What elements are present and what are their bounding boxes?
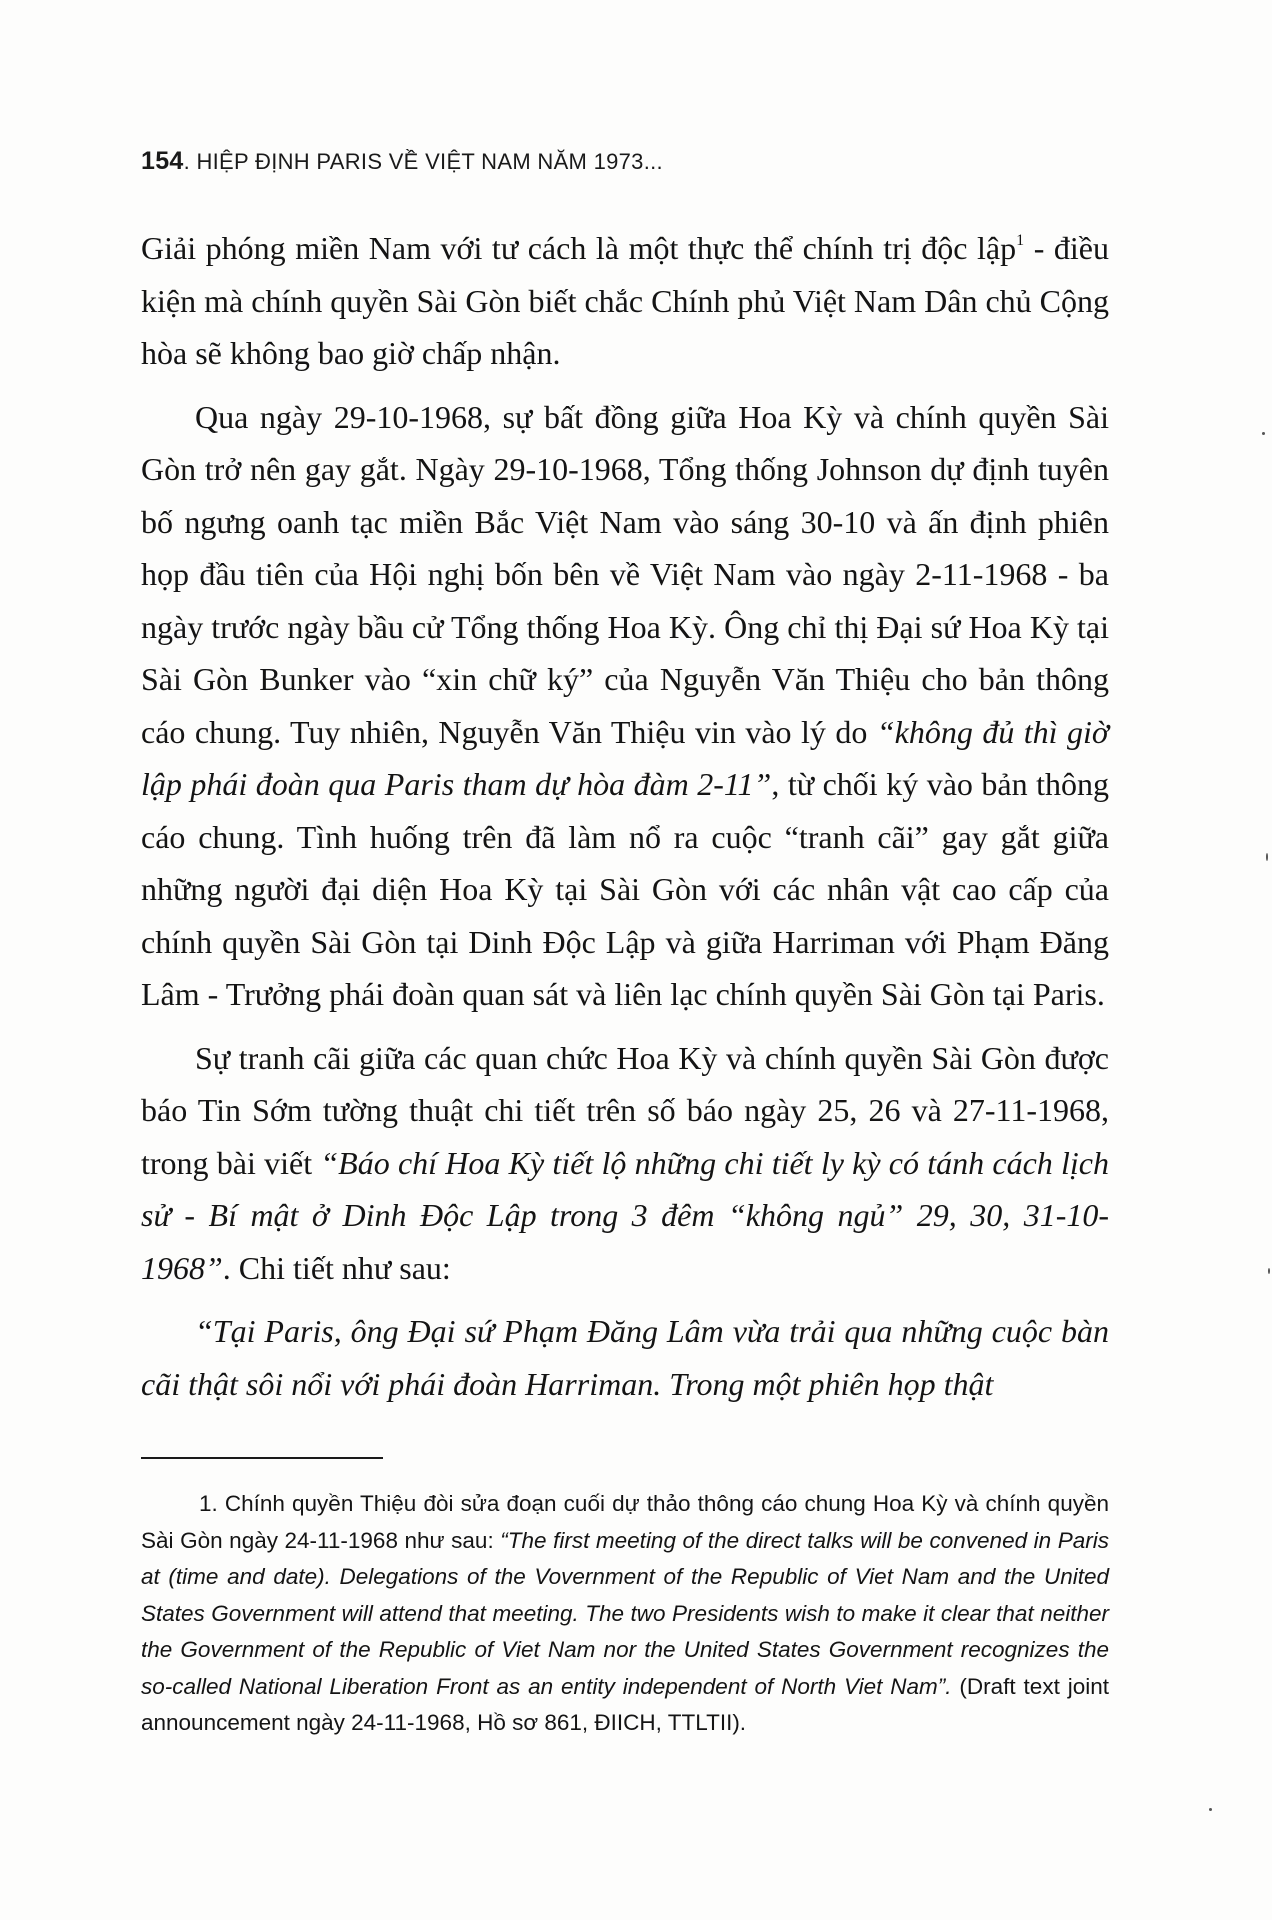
paragraph-2 <box>141 391 1109 1021</box>
paragraph-4-quote: “Tại Paris, ông Đại sứ Phạm Đăng Lâm vừa trải qua những cuộc bàn cãi thật sôi nổi với phái đoàn Harriman. Trong một phiên họp thật <box>141 1313 1109 1402</box>
paragraph-4 <box>141 1305 1109 1410</box>
footnote-1-quote: “The first meeting of the direct talks will be convened in Paris at (time and date). Delegations of the Vovernment of the Republic of Viet Nam and the United States Government will attend that meeting. The two Presidents wish to make it clear that neither the Government of the Republic of Viet Nam nor the United States Government recognizes the so-called National Liberation Front as an entity independent of North Viet Nam”. <box>141 1527 1109 1699</box>
paragraph-1-text-after: - điều kiện mà chính quyền Sài Gòn biết chắc Chính phủ Việt Nam Dân chủ Cộng hòa sẽ không bao giờ chấp nhận. <box>141 230 1110 371</box>
paragraph-1-text: Giải phóng miền Nam với tư cách là một thực thể chính trị độc lập <box>141 230 1017 266</box>
scan-speck <box>1209 1808 1212 1811</box>
footnote-1-body <box>141 1486 1109 1742</box>
scan-speck <box>1262 432 1265 435</box>
page-number: 154 <box>141 147 184 175</box>
paragraph-2-text-after: , từ chối ký vào bản thông cáo chung. Tình huống trên đã làm nổ ra cuộc “tranh cãi” gay gắt giữa những người đại diện Hoa Kỳ tại Sài Gòn với các nhân vật cao cấp của chính quyền Sài Gòn tại Dinh Độc Lập và giữa Harriman với Phạm Đăng Lâm - Trưởng phái đoàn quan sát và liên lạc chính quyền Sài Gòn tại Paris. <box>141 766 1110 1012</box>
running-title: HIỆP ĐỊNH PARIS VỀ VIỆT NAM NĂM 1973... <box>196 149 663 174</box>
footnote-1 <box>141 1486 1109 1742</box>
scan-speck <box>1266 853 1268 861</box>
footnote-1-source: (Draft text joint announcement ngày 24-11-1968, Hồ sơ 861, ĐIICH, TTLTII). <box>141 1673 1109 1735</box>
scan-speck <box>1268 1268 1270 1274</box>
paragraph-3 <box>141 1032 1109 1295</box>
paragraph-2-text: Qua ngày 29-10-1968, sự bất đồng giữa Hoa Kỳ và chính quyền Sài Gòn trở nên gay gắt. Ngày 29-10-1968, Tổng thống Johnson dự định tuyên bố ngưng oanh tạc miền Bắc Việt Nam vào sáng 30-10 và ấn định phiên họp đầu tiên của Hội nghị bốn bên về Việt Nam vào ngày 2-11-1968 - ba ngày trước ngày bầu cử Tổng thống Hoa Kỳ. Ông chỉ thị Đại sứ Hoa Kỳ tại Sài Gòn Bunker vào “xin chữ ký” của Nguyễn Văn Thiệu cho bản thông cáo chung. Tuy nhiên, Nguyễn Văn Thiệu vin vào lý do <box>141 398 1109 750</box>
paragraph-3-text: Sự tranh cãi giữa các quan chức Hoa Kỳ và chính quyền Sài Gòn được báo Tin Sớm tường thuật chi tiết trên số báo ngày 25, 26 và 27-11-1968, trong bài viết <box>141 1039 1109 1181</box>
paragraph-3-text-after: . Chi tiết như sau: <box>222 1249 451 1286</box>
body-text <box>141 222 1109 1410</box>
paragraph-3-article-title: “Báo chí Hoa Kỳ tiết lộ những chi tiết ly kỳ có tánh cách lịch sử - Bí mật ở Dinh Độc Lập trong 3 đêm “không ngủ” 29, 30, 31-10-1968” <box>141 1144 1110 1286</box>
paragraph-1 <box>141 222 1109 380</box>
footnote-separator-rule <box>141 1457 383 1459</box>
header-separator: . <box>183 149 197 174</box>
footnote-1-lead: 1. Chính quyền Thiệu đòi sửa đoạn cuối dự thảo thông cáo chung Hoa Kỳ và chính quyền Sài Gòn ngày 24-11-1968 như sau: <box>141 1491 1109 1553</box>
paragraph-2-quote: “không đủ thì giờ lập phái đoàn qua Paris tham dự hòa đàm 2-11” <box>141 713 1110 802</box>
footnote-marker: 1 <box>1016 232 1025 249</box>
running-header <box>141 147 663 176</box>
